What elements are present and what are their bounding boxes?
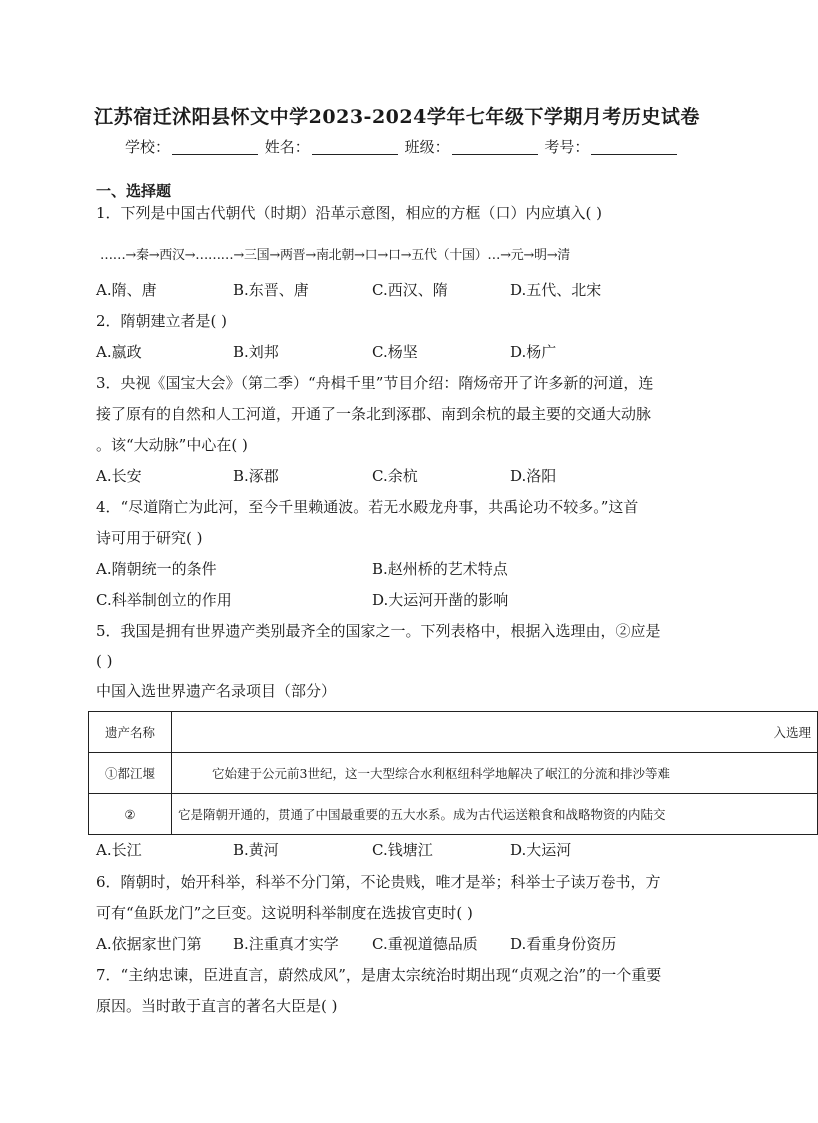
option-b[interactable]: B.东晋、唐 xyxy=(233,281,309,299)
question-4-stem-line-1: 4．“尽道隋亡为此河，至今千里赖通波。若无水殿龙舟事，共禹论功不较多。”这首 xyxy=(96,498,639,516)
option-a[interactable]: A.依据家世门第 xyxy=(96,935,202,953)
question-4-options-row-1 xyxy=(96,554,736,585)
class-blank[interactable] xyxy=(452,139,538,155)
option-d[interactable]: D.大运河开凿的影响 xyxy=(372,591,509,609)
option-a[interactable]: A.长江 xyxy=(96,841,142,859)
class-label: 班级： xyxy=(404,138,450,156)
header-cell-name: 遗产名称 xyxy=(89,712,172,753)
option-b[interactable]: B.刘邦 xyxy=(233,343,279,361)
exam-title: 江苏宿迁沭阳县怀文中学2023-2024学年七年级下学期月考历史试卷 xyxy=(94,106,700,128)
question-1-stem: 1．下列是中国古代朝代（时期）沿革示意图，相应的方框（口）内应填入( ) xyxy=(96,204,603,222)
option-c[interactable]: C.钱塘江 xyxy=(372,841,433,859)
option-c[interactable]: C.西汉、隋 xyxy=(372,281,448,299)
exam-number-blank[interactable] xyxy=(591,139,677,155)
heritage-table xyxy=(88,711,818,835)
option-b[interactable]: B.赵州桥的艺术特点 xyxy=(372,560,508,578)
option-b[interactable]: B.黄河 xyxy=(233,841,279,859)
option-d[interactable]: D.洛阳 xyxy=(510,467,557,485)
option-a[interactable]: A.长安 xyxy=(96,467,142,485)
option-d[interactable]: D.五代、北宋 xyxy=(510,281,602,299)
student-info-line xyxy=(125,136,679,157)
question-6-options xyxy=(96,929,736,960)
heritage-reason-cell: 它是隋朝开通的，贯通了中国最重要的五大水系。成为古代运送粮食和战略物资的内陆交 xyxy=(172,794,818,835)
table-row xyxy=(89,753,818,794)
option-c[interactable]: C.余杭 xyxy=(372,467,418,485)
heritage-name-cell: ①都江堰 xyxy=(89,753,172,794)
option-c[interactable]: C.重视道德品质 xyxy=(372,935,478,953)
section-heading: 一、选择题 xyxy=(96,182,172,200)
name-label: 姓名： xyxy=(264,138,310,156)
table-header-row xyxy=(89,712,818,753)
question-2-stem: 2．隋朝建立者是( ) xyxy=(96,312,228,330)
question-1-dynasty-sequence: ……→秦→西汉→………→三国→两晋→南北朝→口→口→五代（十国）…→元→明→清 xyxy=(100,248,571,263)
question-3-options xyxy=(96,461,736,492)
question-2-options xyxy=(96,337,736,368)
option-c[interactable]: C.杨坚 xyxy=(372,343,418,361)
option-b[interactable]: B.注重真才实学 xyxy=(233,935,339,953)
school-blank[interactable] xyxy=(172,139,258,155)
table-row xyxy=(89,794,818,835)
question-5-options xyxy=(96,835,736,866)
option-b[interactable]: B.涿郡 xyxy=(233,467,279,485)
option-a[interactable]: A.隋朝统一的条件 xyxy=(96,560,217,578)
question-7-stem-line-2: 原因。当时敢于直言的著名大臣是( ) xyxy=(96,997,338,1015)
question-6-stem-line-2: 可有“鱼跃龙门”之巨变。这说明科举制度在选拔官吏时( ) xyxy=(96,904,473,922)
option-a[interactable]: A.隋、唐 xyxy=(96,281,157,299)
option-d[interactable]: D.大运河 xyxy=(510,841,572,859)
option-c[interactable]: C.科举制创立的作用 xyxy=(96,591,232,609)
school-label: 学校： xyxy=(125,138,171,156)
question-3-stem-line-3: 。该“大动脉”中心在( ) xyxy=(96,436,248,454)
heritage-table-caption: 中国入选世界遗产名录项目（部分） xyxy=(96,682,337,700)
option-a[interactable]: A.嬴政 xyxy=(96,343,142,361)
heritage-name-cell: ② xyxy=(89,794,172,835)
question-3-stem-line-1: 3．央视《国宝大会》（第二季）“舟楫千里”节目介绍：隋炀帝开了许多新的河道，连 xyxy=(96,374,654,392)
question-6-stem-line-1: 6．隋朝时，始开科举，科举不分门第，不论贵贱，唯才是举；科举士子读万卷书，方 xyxy=(96,873,661,891)
question-5-stem-line-1: 5．我国是拥有世界遗产类别最齐全的国家之一。下列表格中，根据入选理由，②应是 xyxy=(96,622,661,640)
question-4-stem-line-2: 诗可用于研究( ) xyxy=(96,529,203,547)
question-7-stem-line-1: 7．“主纳忠谏，臣进直言，蔚然成风”，是唐太宗统治时期出现“贞观之治”的一个重要 xyxy=(96,966,662,984)
question-5-stem-line-2: ( ) xyxy=(96,652,113,670)
exam-number-label: 考号： xyxy=(544,138,590,156)
name-blank[interactable] xyxy=(312,139,398,155)
question-3-stem-line-2: 接了原有的自然和人工河道，开通了一条北到涿郡、南到余杭的最主要的交通大动脉 xyxy=(96,405,652,423)
question-1-options xyxy=(96,275,736,306)
option-d[interactable]: D.杨广 xyxy=(510,343,557,361)
heritage-reason-cell: 它始建于公元前3世纪，这一大型综合水利枢纽科学地解决了岷江的分流和排沙等难 xyxy=(172,753,818,794)
header-cell-reason: 入选理 xyxy=(172,712,818,753)
option-d[interactable]: D.看重身份资历 xyxy=(510,935,617,953)
question-4-options-row-2 xyxy=(96,585,736,616)
